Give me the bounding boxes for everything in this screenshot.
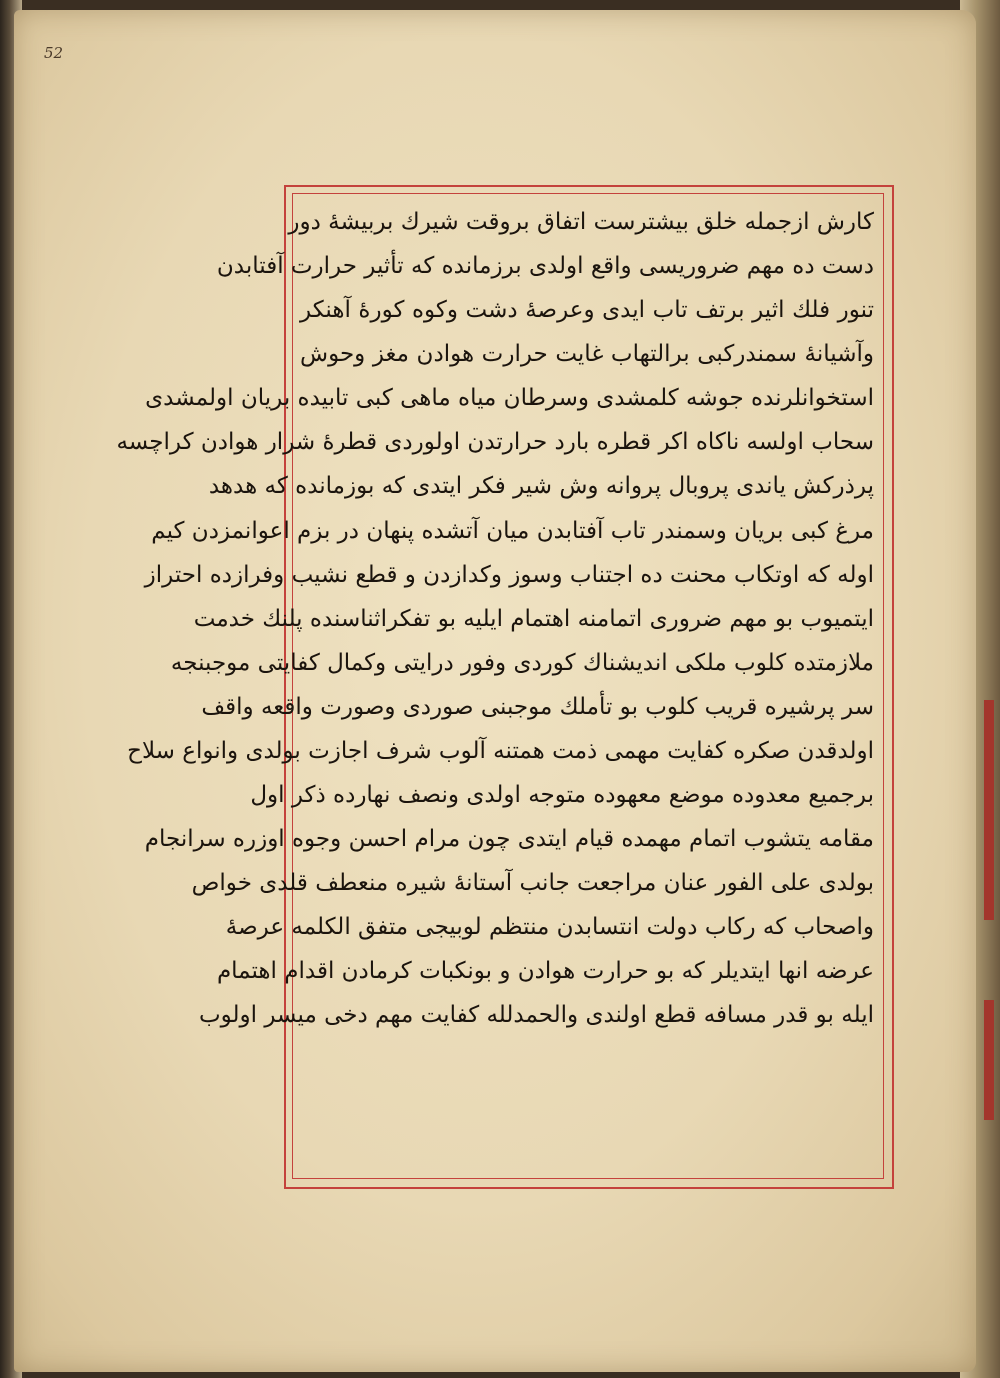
- text-line: استخوانلرنده جوشه کلمشدی وسرطان میاه ماهی کبی تابیده بریان اولمشدی: [145, 385, 874, 412]
- text-line: تنور فلك اثیر برتف تاب ایدی وعرصهٔ دشت وکوه کورهٔ آهنکر: [300, 297, 874, 324]
- text-line: مرغ کبی بریان وسمندر تاب آفتابدن میان آتشده پنهان در بزم اعوانمزدن کیم: [151, 517, 874, 544]
- folio-number: 52: [44, 44, 64, 62]
- text-line: وآشیانهٔ سمندرکبی برالتهاب غایت حرارت هوادن مغز وحوش: [300, 341, 874, 368]
- page-edge-mark: [984, 700, 994, 920]
- text-line: عرضه انها ایتدیلر که بو حرارت هوادن و بونکبات کرمادن اقدام اهتمام: [216, 958, 874, 985]
- text-line: ایله بو قدر مسافه قطع اولندی والحمدلله کفایت مهم دخی میسر اولوب: [198, 1002, 874, 1029]
- text-line: ایتمیوب بو مهم ضروری اتمامنه اهتمام ایلیه بو تفکراثناسنده پلنك خدمت: [193, 605, 874, 632]
- text-line: دست ده مهم ضروریسی واقع اولدی برزمانده که تأثیر حرارت آفتابدن: [216, 253, 874, 280]
- text-line: اوله که اوتکاب محنت ده اجتناب وسوز وکدازدن و قطع نشیب وفرازده احتراز: [144, 561, 874, 588]
- text-block: [116, 200, 874, 1170]
- text-line: سحاب اولسه ناکاه اکر قطره بارد حرارتدن اولوردی قطرهٔ شرار هوادن کراچسه: [116, 429, 874, 456]
- text-line: کارش ازجمله خلق بیشترست اتفاق بروقت شیرك بربیشهٔ دور: [288, 209, 874, 235]
- text-line: بولدی علی الفور عنان مراجعت جانب آستانهٔ شیره منعطف قلدی خواص: [191, 870, 874, 897]
- text-line: سر پرشیره قریب کلوب بو تأملك موجبنی صوردی وصورت واقعه واقف: [201, 693, 874, 720]
- text-line: واصحاب که رکاب دولت انتسابدن منتظم لوبیجی متفق الکلمه عرصهٔ: [225, 914, 874, 941]
- text-line: مقامه یتشوب اتمام مهمده قیام ایتدی چون مرام احسن وجوه اوزره سرانجام: [144, 826, 874, 853]
- text-line: ملازمتده کلوب ملکی اندیشناك کوردی وفور درایتی وکمال کفایتی موجبنجه: [170, 649, 874, 676]
- page-edge-mark: [984, 1000, 994, 1120]
- text-line: برجمیع معدوده موضع معهوده متوجه اولدی ونصف نهارده ذکر اول: [250, 782, 874, 809]
- text-line: پرذرکش یاندی پروبال پروانه وش شیر فکر ایتدی که بوزمانده که هدهد: [208, 473, 874, 500]
- text-line: اولدقدن صکره کفایت مهمی ذمت همتنه آلوب شرف اجازت بولدی وانواع سلاح: [127, 737, 874, 764]
